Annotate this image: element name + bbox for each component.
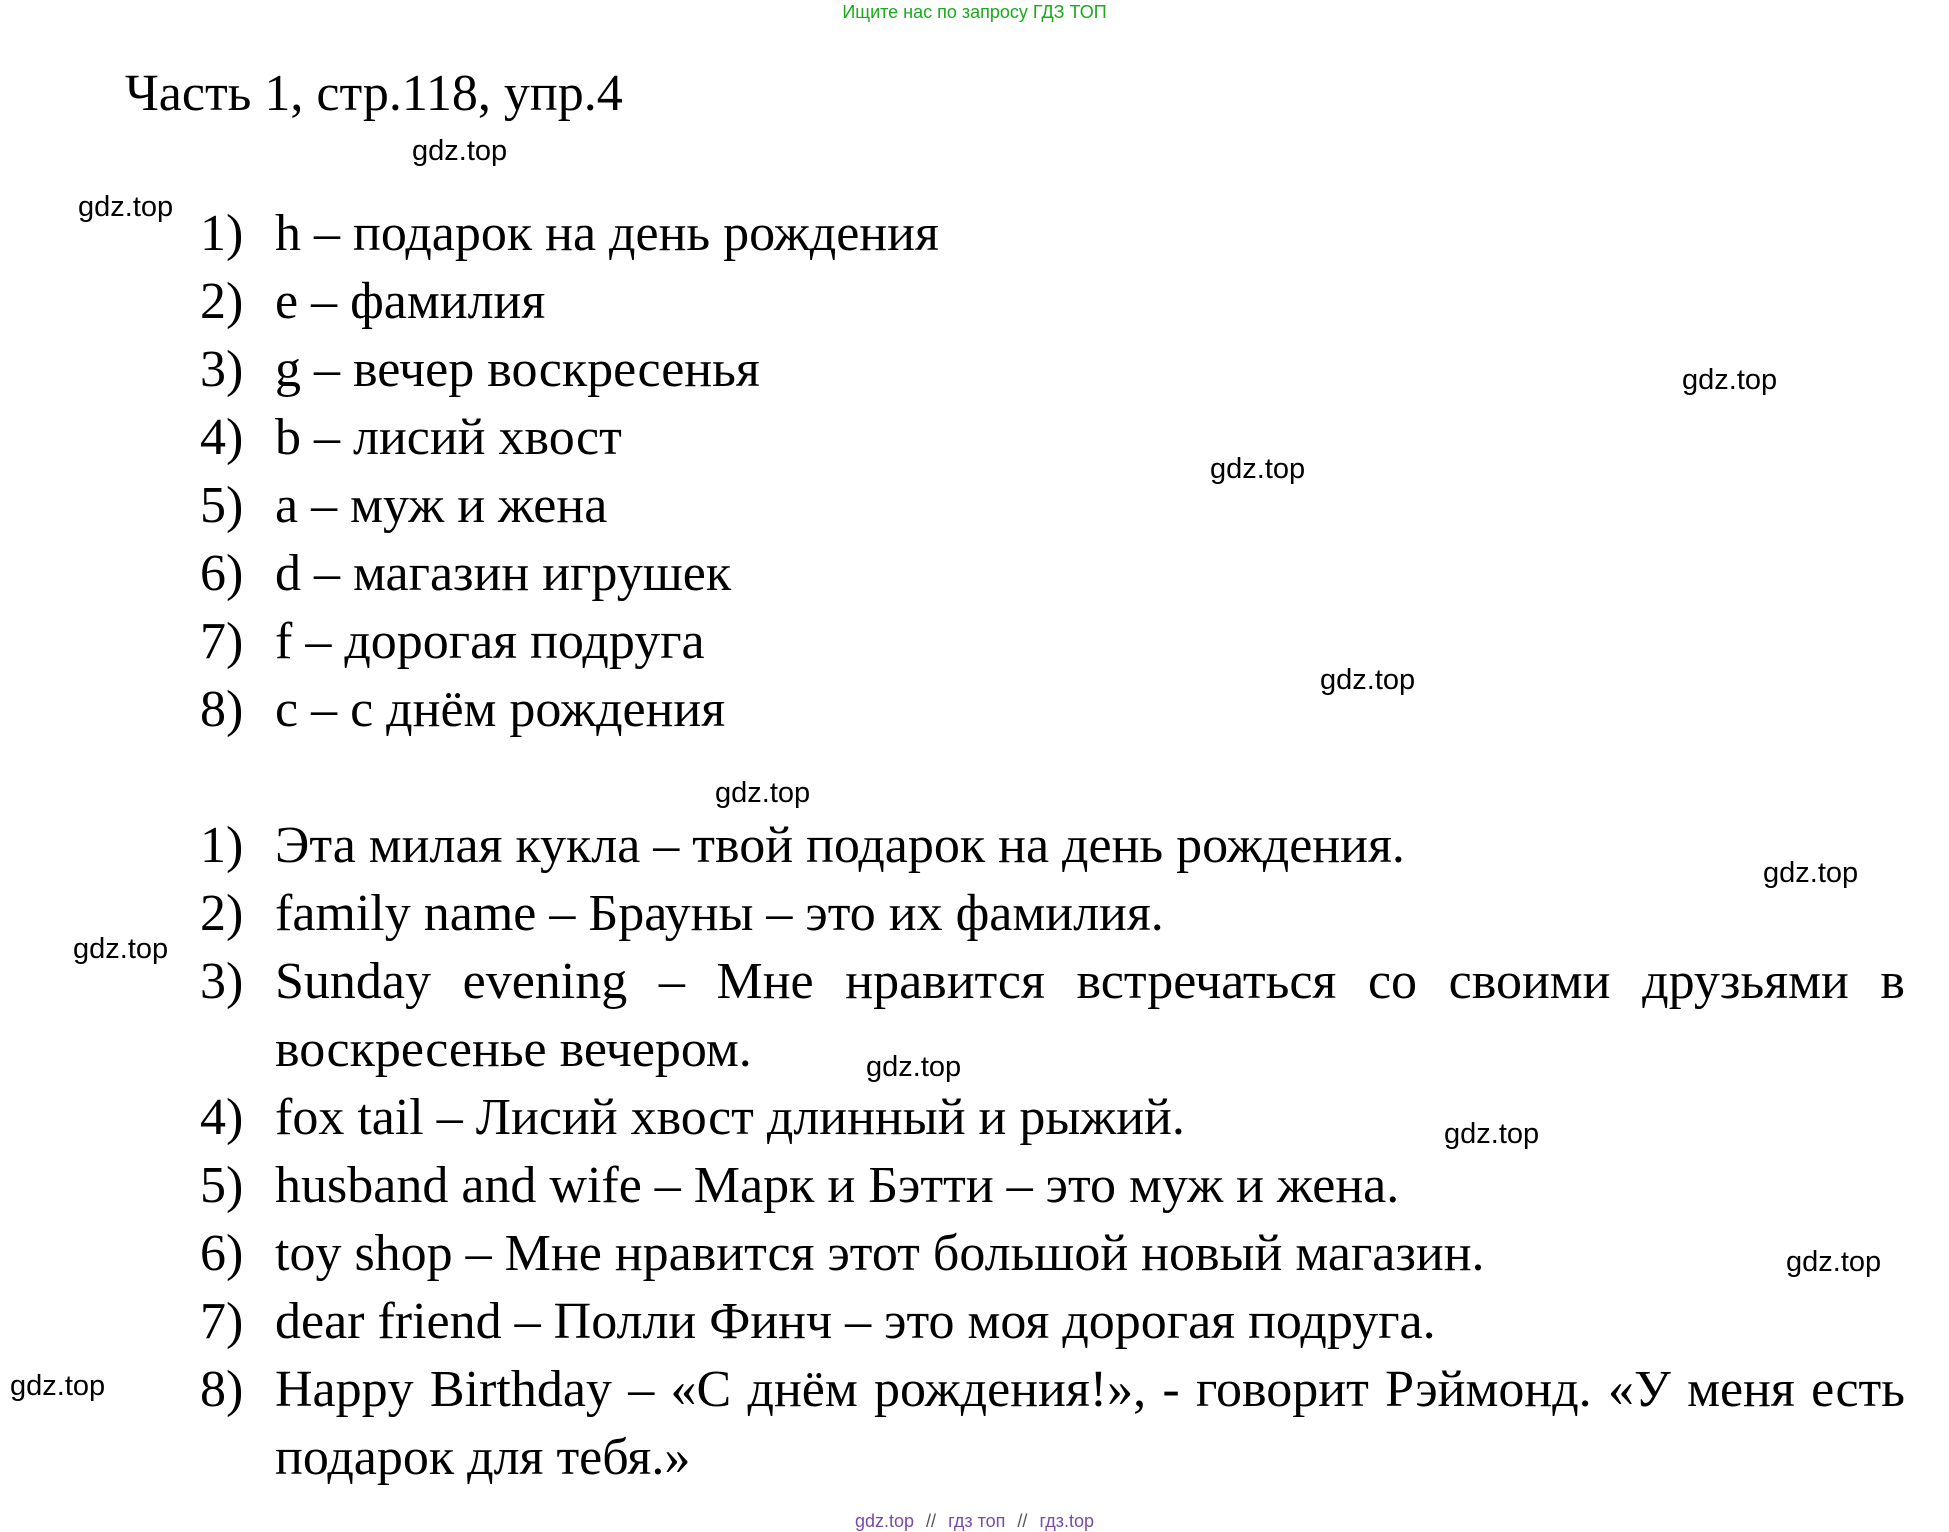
footer-separator: // — [926, 1511, 937, 1531]
item-text: f – дорогая подруга — [275, 613, 705, 670]
item-text: a – муж и жена — [275, 477, 608, 534]
item-text: d – магазин игрушек — [275, 545, 732, 602]
item-text: dear friend – Полли Финч – это моя дорогая подруга. — [275, 1293, 1436, 1350]
site-banner: Ищите нас по запросу ГДЗ ТОП — [842, 2, 1107, 22]
item-number: 1) — [200, 205, 244, 262]
watermark: gdz.top — [10, 1370, 106, 1402]
item-number: 7) — [200, 613, 244, 670]
watermark: gdz.top — [1682, 364, 1778, 396]
item-number: 5) — [200, 1157, 244, 1214]
item-number: 4) — [200, 1089, 244, 1146]
footer-link[interactable]: gdz.top — [854, 1511, 915, 1531]
item-text: h – подарок на день рождения — [275, 205, 939, 262]
item-number: 6) — [200, 545, 244, 602]
watermark: gdz.top — [866, 1051, 962, 1083]
watermark: gdz.top — [1444, 1118, 1540, 1150]
item-number: 1) — [200, 817, 244, 874]
item-text: Happy Birthday – «С днём рождения!», - говорит Рэймонд. «У меня есть подарок для тебя.» — [275, 1361, 1905, 1486]
item-text: toy shop – Мне нравится этот большой новый магазин. — [275, 1225, 1485, 1282]
page-title: Часть 1, стр.118, упр.4 — [125, 65, 623, 122]
watermark: gdz.top — [1763, 857, 1859, 889]
item-number: 8) — [200, 1361, 244, 1418]
watermark: gdz.top — [78, 191, 174, 223]
item-text: e – фамилия — [275, 273, 546, 330]
item-number: 4) — [200, 409, 244, 466]
item-text: Эта милая кукла – твой подарок на день рождения. — [275, 817, 1405, 874]
item-number: 3) — [200, 341, 244, 398]
watermark: gdz.top — [412, 135, 508, 167]
item-number: 8) — [200, 681, 244, 738]
item-text: c – с днём рождения — [275, 681, 726, 738]
item-number: 2) — [200, 273, 244, 330]
watermark: gdz.top — [1786, 1246, 1882, 1278]
item-text: g – вечер воскресенья — [275, 341, 760, 398]
item-text: b – лисий хвост — [275, 409, 622, 466]
watermark: gdz.top — [1210, 453, 1306, 485]
item-text: husband and wife – Марк и Бэтти – это муж и жена. — [275, 1157, 1400, 1214]
item-number: 7) — [200, 1293, 244, 1350]
footer-link[interactable]: гдз.top — [1039, 1511, 1094, 1531]
watermark: gdz.top — [1320, 664, 1416, 696]
item-number: 3) — [200, 953, 244, 1010]
item-number: 2) — [200, 885, 244, 942]
watermark: gdz.top — [715, 777, 811, 809]
footer-link[interactable]: гдз топ — [948, 1511, 1006, 1531]
item-number: 5) — [200, 477, 244, 534]
item-text: fox tail – Лисий хвост длинный и рыжий. — [275, 1089, 1185, 1146]
footer-separator: // — [1017, 1511, 1028, 1531]
item-number: 6) — [200, 1225, 244, 1282]
item-text: Sunday evening – Мне нравится встречаться со своими друзьями в воскресенье вечером. — [275, 953, 1905, 1078]
item-text: family name – Брауны – это их фамилия. — [275, 885, 1164, 942]
watermark: gdz.top — [73, 933, 169, 965]
